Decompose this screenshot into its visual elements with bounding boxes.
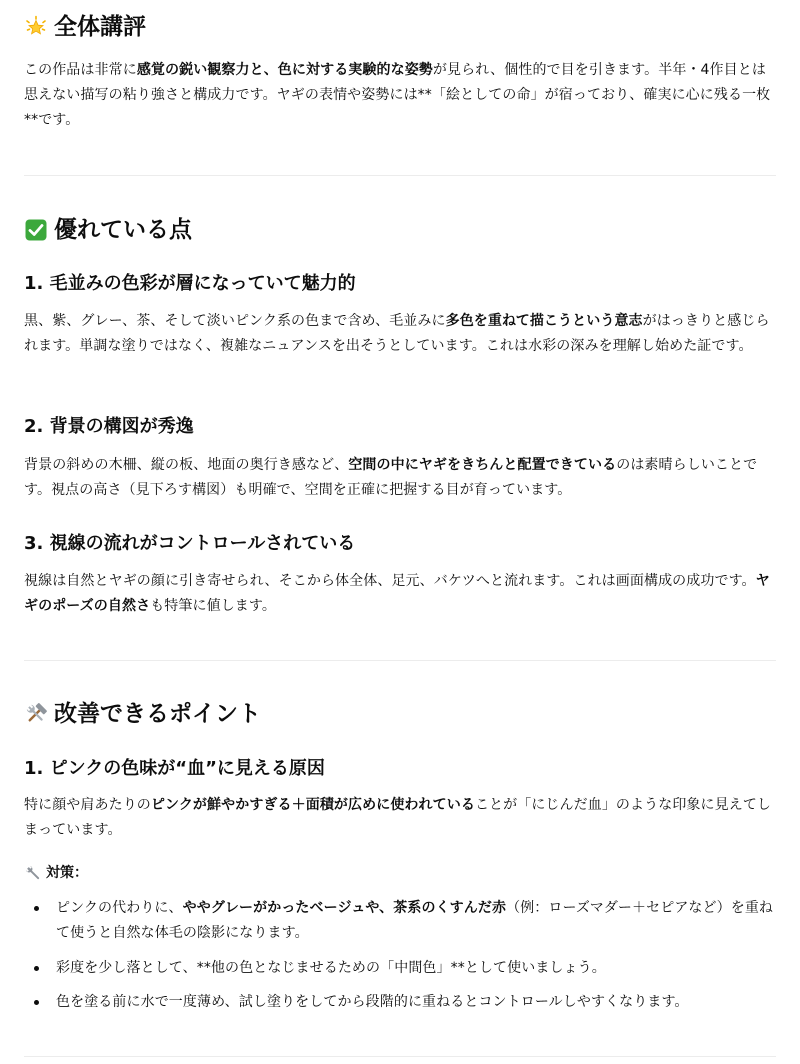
text-run: がはっきりと感じられます。単調な塗りではなく、複雑なニュアンスを出そうとしています。これは水彩の深みを理解し始めた証です。 [24, 313, 770, 354]
text-run: この作品は非常に [24, 62, 137, 78]
list-item [24, 956, 776, 981]
emphasis-text: ヤギのポーズの自然さ [24, 573, 770, 614]
text-run: ピンクの代わりに、 [56, 900, 183, 916]
text-run: が見られ、個性的で目を引きます。半年・4作目とは思えない描写の粘り強さと構成力です。ヤギの表情や姿勢には**「絵としての命」が宿っており、確実に心に残る一枚**です。 [24, 62, 771, 128]
improvements-title: 改善できるポイント [54, 701, 261, 727]
text-run: 視線は自然とヤギの顔に引き寄せられ、そこから体全体、足元、バケツへと流れます。これは画面構成の成功です。 [24, 573, 756, 589]
strength-1-heading: 1. 毛並みの色彩が層になっていて魅力的 [24, 273, 356, 294]
check-mark-button-icon [24, 218, 48, 242]
text-run: のは素晴らしいことです。視点の高さ（見下ろす構図）も明確で、空間を正確に把握する目が育っています。 [24, 457, 758, 498]
bullet-dot [34, 1000, 39, 1005]
strength-2-paragraph [24, 453, 776, 503]
countermeasure-label [24, 862, 776, 884]
emphasis-text: 空間の中にヤギをきちんと配置できている [348, 457, 617, 473]
list-item-text [56, 994, 689, 1010]
emphasis-text: ややグレーがかったベージュや、茶系のくすんだ赤 [182, 900, 507, 916]
text-run: 背景の斜めの木柵、縦の板、地面の奥行き感など、 [24, 457, 349, 473]
strengths-title: 優れている点 [54, 217, 192, 243]
list-item [24, 990, 776, 1015]
list-item-text [56, 900, 773, 941]
overall-review-title: 全体講評 [54, 14, 146, 40]
bullet-dot [34, 906, 39, 911]
text-run: 色を塗る前に水で一度薄め、試し塗りをしてから段階的に重ねるとコントロールしやすくなります。 [56, 994, 689, 1010]
strength-3-heading: 3. 視線の流れがコントロールされている [24, 533, 356, 554]
text-run: 彩度を少し落として、**他の色となじませるための「中間色」**として使いましょう。 [56, 960, 606, 976]
text-run: ことが「にじんだ血」のような印象に見えてしまっています。 [24, 797, 772, 838]
text-run: 黒、紫、グレー、茶、そして淡いピンク系の色まで含め、毛並みに [24, 313, 446, 329]
list-item-text [56, 960, 606, 976]
divider [24, 1056, 776, 1057]
glowing-star-icon [24, 15, 48, 39]
strength-3-paragraph [24, 569, 776, 619]
countermeasure-list [24, 896, 776, 1015]
improvements-heading [24, 697, 776, 731]
divider [24, 660, 776, 661]
list-item [24, 896, 776, 946]
emphasis-text: 多色を重ねて描こうという意志 [445, 313, 643, 329]
improvement-1-heading: 1. ピンクの色味が“血”に見える原因 [24, 758, 325, 779]
overall-review-heading [24, 10, 776, 44]
emphasis-text: 感覚の鋭い観察力と、色に対する実験的な姿勢 [136, 62, 433, 78]
text-run: 特に顔や肩あたりの [24, 797, 151, 813]
wrench-icon [24, 864, 42, 882]
strength-1-paragraph [24, 309, 776, 359]
divider [24, 175, 776, 176]
hammer-and-wrench-icon [24, 702, 48, 726]
strengths-heading [24, 213, 776, 247]
text-run: も特筆に値します。 [150, 598, 276, 614]
improvement-1-paragraph [24, 793, 776, 843]
countermeasure-label-text: 対策： [46, 865, 88, 881]
text-run: （例：ローズマダー＋セピアなど）を重ねて使うと自然な体毛の陰影になります。 [56, 900, 774, 941]
emphasis-text: ピンクが鮮やかすぎる＋面積が広めに使われている [150, 797, 475, 813]
bullet-dot [34, 966, 39, 971]
overall-review-paragraph [24, 58, 776, 133]
strength-2-heading: 2. 背景の構図が秀逸 [24, 416, 194, 437]
